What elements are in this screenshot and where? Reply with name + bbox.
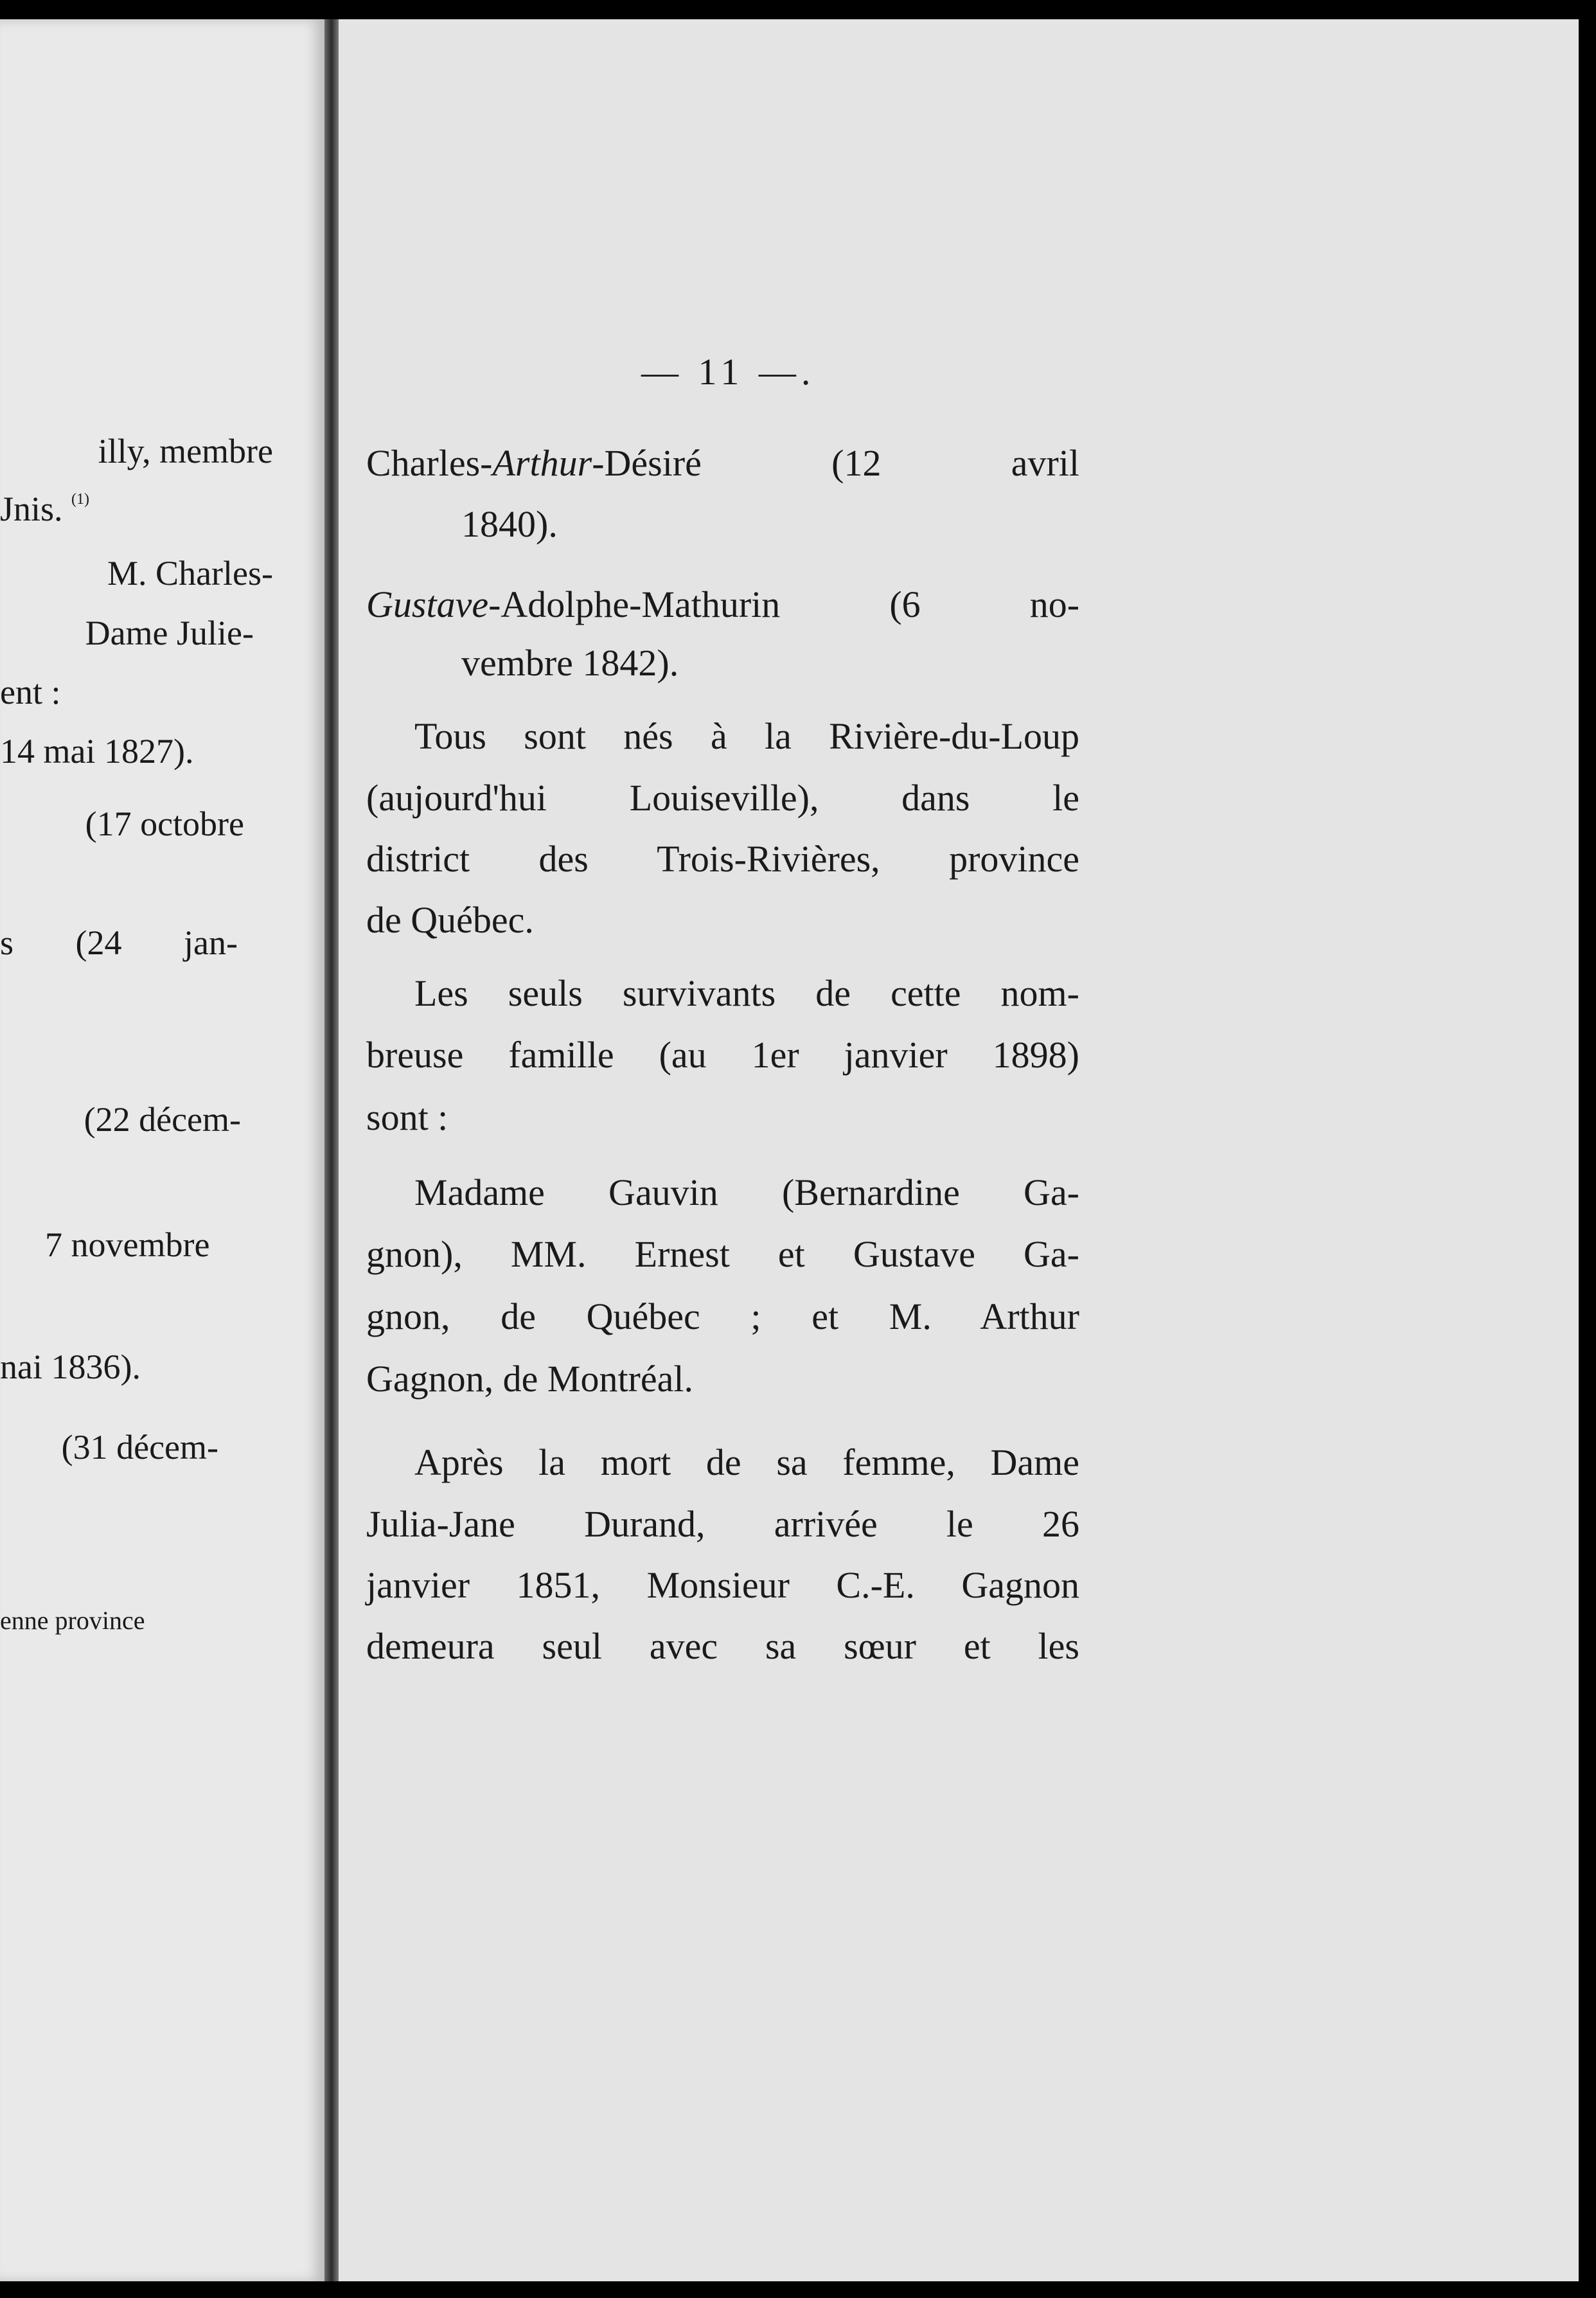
entry-1-italic: Arthur (492, 442, 592, 484)
para-1-line-4: de Québec. (366, 899, 534, 941)
para-3-line-3: gnon, de Québec ; et M. Arthur (366, 1296, 1079, 1337)
left-page (0, 19, 324, 2281)
entry-1-suffix: -Désiré (592, 442, 702, 484)
para-1-line-3: district des Trois-Rivières, province (366, 838, 1079, 880)
para-3-line-2: gnon), MM. Ernest et Gustave Ga- (366, 1233, 1079, 1275)
para-2-line-2: breuse famille (au 1er janvier 1898) (366, 1034, 1079, 1076)
footnote-mark: (1) (71, 491, 90, 508)
left-line-4: Dame Julie- (85, 614, 254, 652)
left-line-3: M. Charles- (107, 554, 273, 592)
para-2-line-1: Les seuls survivants de cette nom- (414, 972, 1079, 1014)
entry-1-date-b: avril (1011, 442, 1079, 484)
entry-1-prefix: Charles- (366, 442, 493, 484)
entry-1-line-1 (366, 442, 1079, 484)
entry-2-italic: Gustave (366, 583, 489, 625)
entry-2-date-b: no- (1029, 583, 1080, 625)
para-1-line-2: (aujourd'hui Louiseville), dans le (366, 777, 1079, 819)
left-line-6: 14 mai 1827). (0, 732, 194, 770)
para-3-line-4: Gagnon, de Montréal. (366, 1358, 693, 1400)
page-number: — 11 —. (641, 351, 816, 393)
left-line-1: illy, membre (98, 432, 273, 470)
para-4-line-2: Julia-Jane Durand, arrivée le 26 (366, 1503, 1079, 1545)
right-page (339, 19, 1579, 2281)
left-line-8: s (24 jan- (0, 923, 238, 962)
left-line-2-text: Jnis. (0, 490, 63, 528)
entry-2-line-1 (366, 583, 1080, 625)
left-line-10: 7 novembre (45, 1225, 210, 1264)
para-2-line-3: sont : (366, 1096, 448, 1138)
entry-1-date-a: (12 (831, 442, 882, 484)
entry-1-name (366, 442, 702, 484)
para-3-line-1: Madame Gauvin (Bernardine Ga- (414, 1171, 1079, 1213)
entry-2-name (366, 583, 780, 625)
entry-2-suffix: -Adolphe-Mathurin (488, 583, 781, 625)
para-4-line-4: demeura seul avec sa sœur et les (366, 1625, 1079, 1667)
para-4-line-1: Après la mort de sa femme, Dame (414, 1441, 1079, 1483)
entry-1-line-2: 1840). (461, 503, 558, 545)
left-line-5: ent : (0, 673, 61, 711)
left-line-7: (17 octobre (85, 805, 244, 843)
book-spine (324, 19, 339, 2281)
entry-2-line-2: vembre 1842). (461, 642, 679, 684)
left-footnote-line: enne province (0, 1606, 145, 1635)
left-line-9: (22 décem- (84, 1100, 241, 1139)
para-4-line-3: janvier 1851, Monsieur C.-E. Gagnon (366, 1564, 1079, 1606)
left-line-12: (31 décem- (61, 1428, 218, 1466)
left-line-11: nai 1836). (0, 1348, 141, 1386)
para-1-line-1: Tous sont nés à la Rivière-du-Loup (414, 715, 1079, 757)
left-line-2 (0, 492, 276, 526)
entry-2-date-a: (6 (889, 583, 921, 625)
